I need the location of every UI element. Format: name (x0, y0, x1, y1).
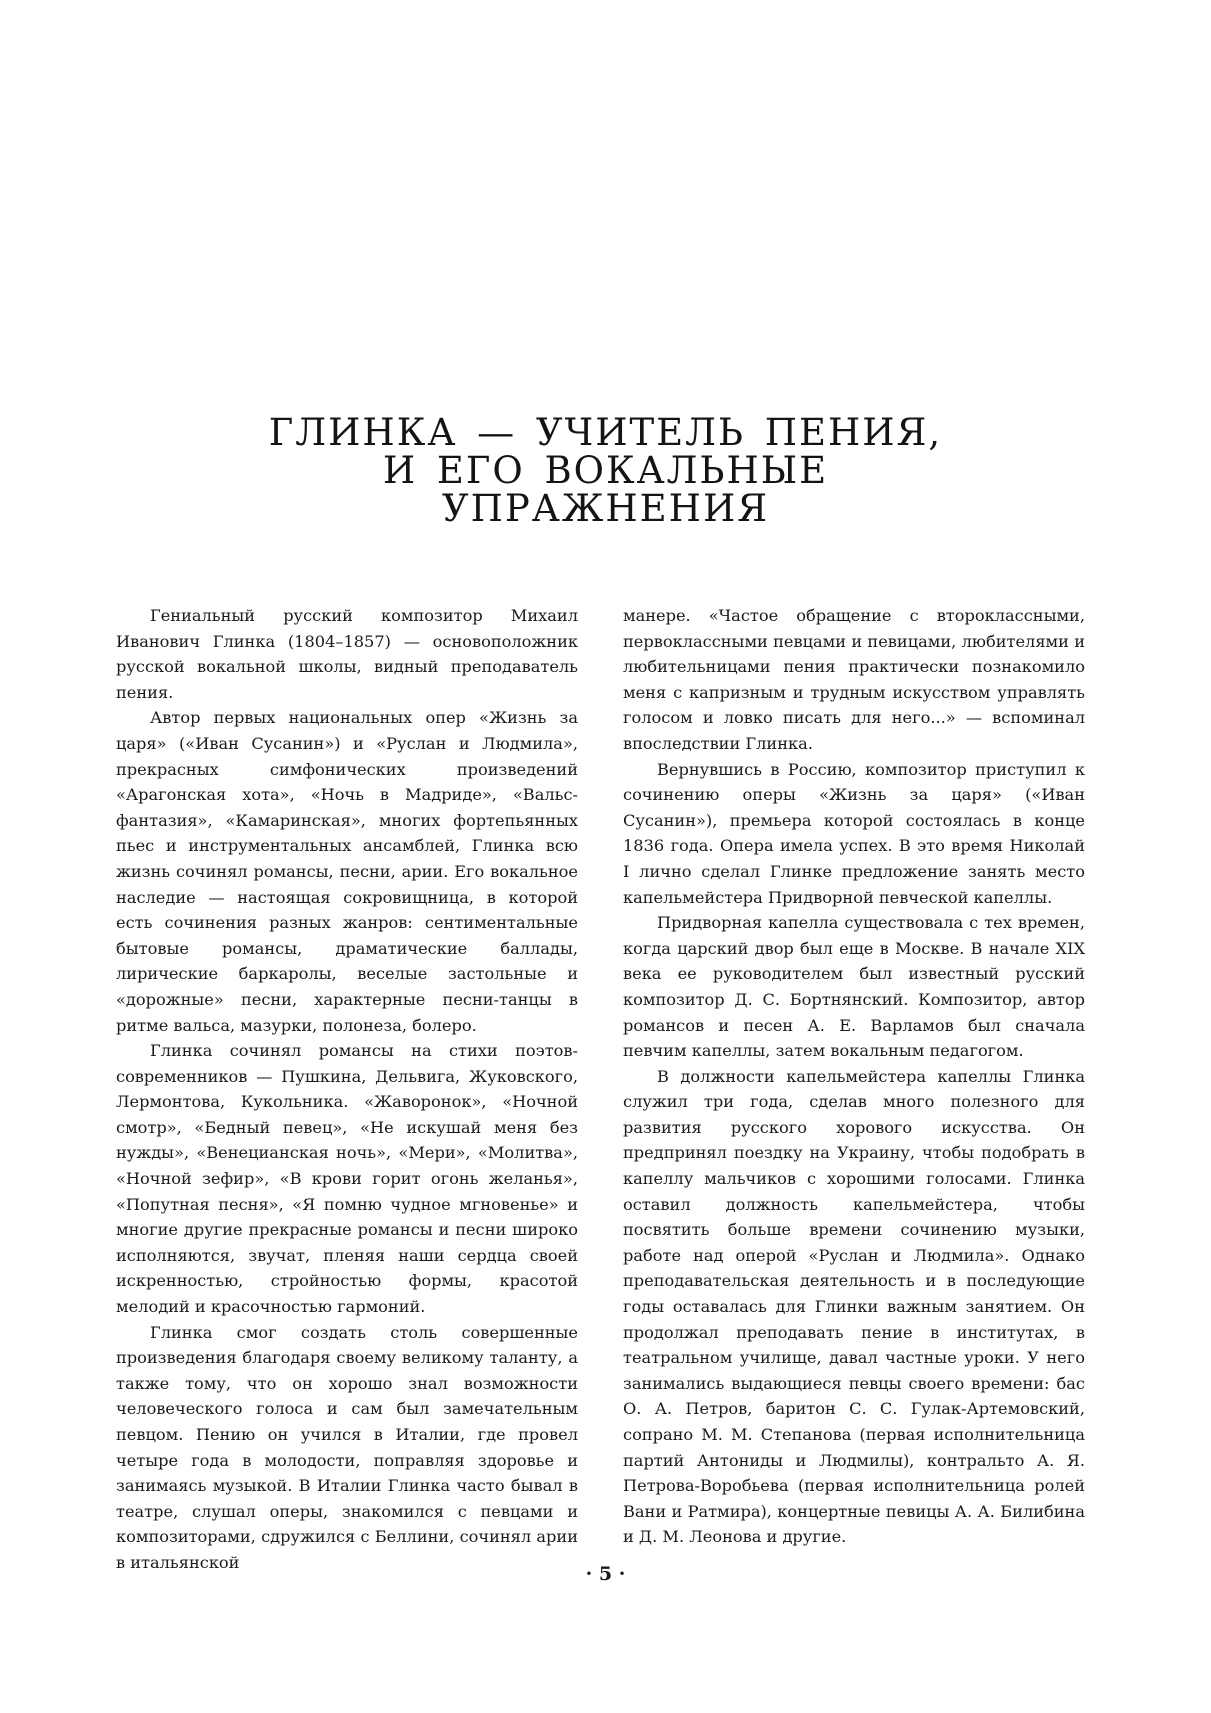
text-column-left (116, 603, 578, 1576)
paragraph: Вернувшись в Россию, композитор приступил к сочинению оперы «Жизнь за царя» («Иван Сусанин»), премьера которой состоялась в конце 1836 года. Опера имела успех. В это время Николай I лично сделал Глинке предложение занять место капельмейстера Придворной певческой капеллы. (623, 759, 1085, 907)
paragraph-continued: манере. «Частое обращение с второклассными, первоклассными певцами и певицами, любителями и любительницами пения практически познакомило меня с капризным и трудным искусством управлять голосом и ловко писать для него...» — вспоминал впоследствии Глинка. (623, 606, 1085, 753)
paragraph: Глинка сочинял романсы на стихи поэтов-современников — Пушкина, Дельвига, Жуковского, Лермонтова, Кукольника. «Жаворонок», «Ночной смотр», «Бедный певец», «Не искушай меня без нужды», «Венецианская ночь», «Мери», «Молитва», «Ночной зефир», «В крови горит огонь желанья», «Попутная песня», «Я помню чудное мгновенье» и многие другие прекрасные романсы и песни широко исполняются, звучат, пленяя наши сердца своей искренностью, стройностью формы, красотой мелодий и красочностью гармоний. (116, 1041, 578, 1317)
chapter-title-line: ГЛИНКА — УЧИТЕЛЬ ПЕНИЯ, (268, 411, 943, 454)
paragraph: Гениальный русский композитор Михаил Иванович Глинка (1804–1857) — основоположник русской вокальной школы, видный преподаватель пения. (116, 606, 578, 702)
chapter-title-line: УПРАЖНЕНИЯ (441, 487, 770, 530)
text-column-right (623, 603, 1085, 1550)
chapter-title (0, 411, 1211, 530)
paragraph: Автор первых национальных опер «Жизнь за царя» («Иван Сусанин») и «Руслан и Людмила», прекрасных симфонических произведений «Арагонская хота», «Ночь в Мадриде», «Вальс-фантазия», «Камаринская», многих фортепьянных пьес и инструментальных ансамблей, Глинка всю жизнь сочинял романсы, песни, арии. Его вокальное наследие — настоящая сокровищница, в которой есть сочинения разных жанров: сентиментальные бытовые романсы, драматические баллады, лирические баркаролы, веселые застольные и «дорожные» песни, характерные песни-танцы в ритме вальса, мазурки, полонеза, болеро. (116, 708, 578, 1035)
paragraph: Глинка смог создать столь совершенные произведения благодаря своему великому таланту, а также тому, что он хорошо знал возможности человеческого голоса и сам был замечательным певцом. Пению он учился в Италии, где провел четыре года в молодости, поправляя здоровье и занимаясь музыкой. В Италии Глинка часто бывал в театре, слушал оперы, знакомился с певцами и композиторами, сдружился с Беллини, сочинял арии в итальянской (116, 1322, 578, 1572)
paragraph: В должности капельмейстера капеллы Глинка служил три года, сделав много полезного для развития русского хорового искусства. Он предпринял поездку на Украину, чтобы подобрать в капеллу мальчиков с хорошими голосами. Глинка оставил должность капельмейстера, чтобы посвятить больше времени сочинению музыки, работе над оперой «Руслан и Людмила». Однако преподавательская деятельность и в последующие годы оставалась для Глинки важным занятием. Он продолжал преподавать пение в институтах, в театральном училище, давал частные уроки. У него занимались выдающиеся певцы своего времени: бас О. А. Петров, баритон С. С. Гулак-Артемовский, сопрано М. М. Степанова (первая исполнительница партий Антониды и Людмилы), контральто А. Я. Петрова-Воробьева (первая исполнительница ролей Вани и Ратмира), концертные певицы А. А. Билибина и Д. М. Леонова и другие. (623, 1066, 1085, 1547)
page-number: · 5 · (585, 1563, 626, 1585)
paragraph: Придворная капелла существовала с тех времен, когда царский двор был еще в Москве. В начале XIX века ее руководителем был известный русский композитор Д. С. Бортнянский. Композитор, автор романсов и песен А. Е. Варламов был сначала певчим капеллы, затем вокальным педагогом. (623, 913, 1085, 1061)
chapter-title-line: И ЕГО ВОКАЛЬНЫЕ (382, 449, 829, 492)
